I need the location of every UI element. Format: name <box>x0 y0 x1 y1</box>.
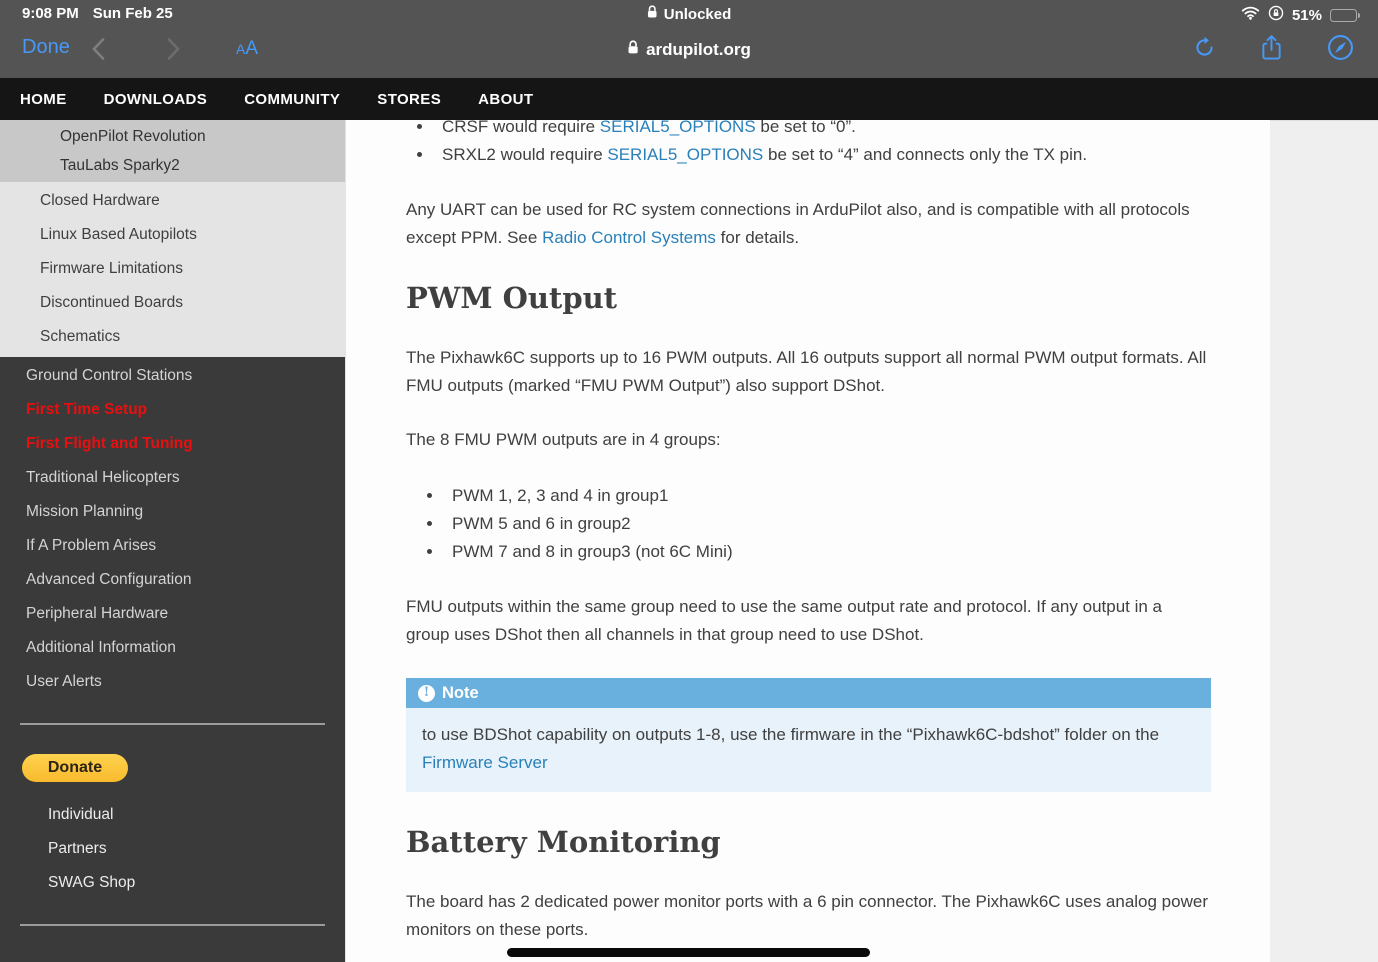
sidebar-section-main <box>0 357 345 926</box>
home-indicator-bar[interactable] <box>507 948 870 957</box>
bullet-text: CRSF would require <box>442 120 600 136</box>
share-icon[interactable] <box>1260 34 1283 61</box>
sidebar-item-traditional-helicopters[interactable]: Traditional Helicopters <box>26 469 180 486</box>
clock-text: 9:08 PM <box>22 5 79 22</box>
sidebar-item-openpilot-revolution[interactable]: OpenPilot Revolution <box>60 128 206 145</box>
bullet-text: be set to “0”. <box>755 120 856 136</box>
note-text: to use BDShot capability on outputs 1-8, use the firmware in the “Pixhawk6C-bdshot” folder on the <box>422 725 1160 744</box>
status-time-date <box>22 5 173 22</box>
lock-status-label: Unlocked <box>663 5 732 23</box>
safari-compass-icon[interactable] <box>1327 34 1354 61</box>
nav-item-home[interactable]: HOME <box>20 90 67 108</box>
address-bar[interactable] <box>627 40 751 60</box>
uart-paragraph <box>406 196 1210 252</box>
nav-item-downloads[interactable]: DOWNLOADS <box>103 90 208 108</box>
firmware-server-link[interactable]: Firmware Server <box>422 753 548 772</box>
reader-text-size-button[interactable]: A A <box>236 38 259 59</box>
note-body <box>406 708 1211 792</box>
nav-item-community[interactable]: COMMUNITY <box>244 90 341 108</box>
pwm-intro-paragraph: The Pixhawk6C supports up to 16 PWM outputs. All 16 outputs support all normal PWM output formats. All FMU outputs (marked “FMU PWM Output”) also support DShot. <box>406 348 1207 395</box>
sidebar-item-ground-control-stations[interactable]: Ground Control Stations <box>26 367 193 384</box>
lock-status <box>647 5 732 23</box>
donate-button[interactable]: Donate <box>22 754 128 782</box>
sidebar-item-partners[interactable]: Partners <box>48 840 107 857</box>
sidebar-item-additional-information[interactable]: Additional Information <box>26 639 176 656</box>
doc-content <box>345 120 1270 962</box>
note-title-text: Note <box>442 684 479 702</box>
done-button[interactable]: Done <box>22 36 70 58</box>
sidebar-item-closed-hardware[interactable]: Closed Hardware <box>40 192 160 209</box>
status-icons <box>1241 5 1360 25</box>
sidebar-divider <box>20 723 325 725</box>
sidebar-item-individual[interactable]: Individual <box>48 806 114 823</box>
site-nav <box>0 78 1378 120</box>
nav-item-stores[interactable]: STORES <box>377 90 442 108</box>
sidebar-item-first-time-setup[interactable]: First Time Setup <box>26 401 148 418</box>
paragraph-text: for details. <box>715 228 800 247</box>
paragraph-text: Any UART can be used for RC system connections in ArduPilot also, and is compatible with all protocols except PPM. See <box>406 200 1190 247</box>
url-text: ardupilot.org <box>646 40 751 59</box>
forward-chevron-icon[interactable] <box>167 38 180 60</box>
battery-percent-text: 51% <box>1291 6 1322 24</box>
bullet-text: be set to “4” and connects only the TX pin. <box>763 145 1088 164</box>
sidebar-item-firmware-limitations[interactable]: Firmware Limitations <box>40 260 183 277</box>
sidebar-item-advanced-configuration[interactable]: Advanced Configuration <box>26 571 192 588</box>
sidebar-divider-bottom <box>20 924 325 926</box>
sidebar-section-hardware <box>0 182 345 357</box>
list-item-crsf <box>434 120 1210 141</box>
serial-options-list <box>406 120 1210 169</box>
sidebar-item-if-a-problem-arises[interactable]: If A Problem Arises <box>26 537 157 554</box>
date-text: Sun Feb 25 <box>92 5 173 22</box>
serial5-options-link[interactable]: SERIAL5_OPTIONS <box>607 145 764 164</box>
pwm-groups-paragraph: The 8 FMU PWM outputs are in 4 groups: <box>406 430 721 449</box>
list-item-group2: • PWM 5 and 6 in group2 <box>444 510 1210 538</box>
sidebar-item-mission-planning[interactable]: Mission Planning <box>26 503 144 520</box>
sidebar-donate-links <box>0 798 345 900</box>
note-title-bar <box>406 678 1211 708</box>
status-bar <box>0 0 1378 28</box>
nav-item-about[interactable]: ABOUT <box>478 90 534 108</box>
radio-control-systems-link[interactable]: Radio Control Systems <box>542 228 716 247</box>
list-item-srxl2 <box>434 141 1210 169</box>
sidebar-item-discontinued-boards[interactable]: Discontinued Boards <box>40 294 184 311</box>
battery-monitoring-heading: Battery Monitoring <box>406 825 721 859</box>
pwm-output-heading: PWM Output <box>406 281 618 315</box>
sidebar-item-peripheral-hardware[interactable]: Peripheral Hardware <box>26 605 169 622</box>
sidebar-item-swag-shop[interactable]: SWAG Shop <box>48 874 136 891</box>
content-right-gutter <box>1270 120 1378 962</box>
battery-icon <box>1330 9 1360 22</box>
fmu-outputs-paragraph: FMU outputs within the same group need to use the same output rate and protocol. If any output in a group uses DShot then all channels in that group need to use DShot. <box>406 597 1163 644</box>
note-admonition <box>406 678 1211 792</box>
sidebar-item-first-flight-and-tuning[interactable]: First Flight and Tuning <box>26 435 193 452</box>
pwm-groups-list <box>406 482 1210 566</box>
unlocked-padlock-icon <box>647 5 658 23</box>
sidebar-item-linux-based-autopilots[interactable]: Linux Based Autopilots <box>40 226 197 243</box>
bullet-text: SRXL2 would require <box>442 145 608 164</box>
sidebar-item-user-alerts[interactable]: User Alerts <box>26 673 102 690</box>
orientation-lock-icon <box>1268 5 1284 25</box>
sidebar-item-taulabs-sparky2[interactable]: TauLabs Sparky2 <box>60 157 180 174</box>
info-circle-icon: ! <box>418 685 435 702</box>
list-item-group1: • PWM 1, 2, 3 and 4 in group1 <box>444 482 1210 510</box>
browser-chrome <box>0 0 1378 78</box>
wifi-icon <box>1241 6 1260 24</box>
list-item-group3: • PWM 7 and 8 in group3 (not 6C Mini) <box>444 538 1210 566</box>
https-lock-icon <box>627 40 639 60</box>
safari-toolbar <box>0 28 1378 78</box>
serial5-options-link[interactable]: SERIAL5_OPTIONS <box>599 120 756 136</box>
sidebar-item-schematics[interactable]: Schematics <box>40 328 121 345</box>
refresh-icon[interactable] <box>1193 36 1216 59</box>
battery-paragraph: The board has 2 dedicated power monitor ports with a 6 pin connector. The Pixhawk6C uses analog power monitors on these ports. <box>406 892 1208 939</box>
sidebar-expanded-group <box>0 120 345 182</box>
back-chevron-icon[interactable] <box>92 38 105 60</box>
docs-sidebar <box>0 120 345 962</box>
